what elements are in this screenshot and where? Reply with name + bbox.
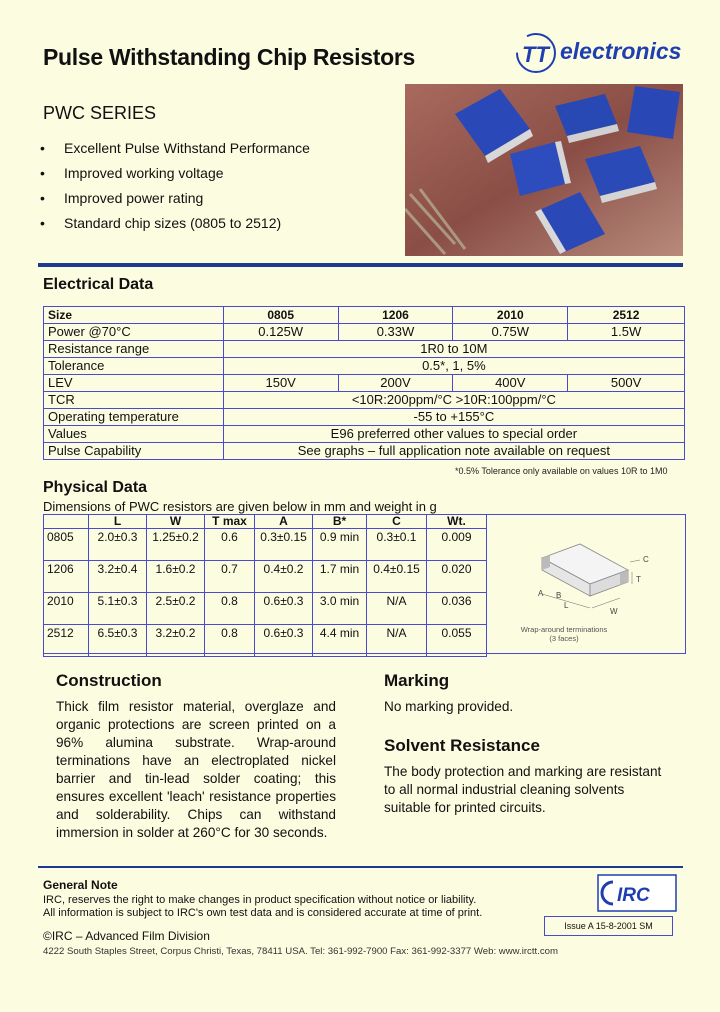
table-cell: <10R:200ppm/°C >10R:100ppm/°C bbox=[223, 392, 684, 409]
table-cell: 0.4±0.2 bbox=[255, 561, 313, 593]
construction-heading: Construction bbox=[56, 671, 162, 690]
electrical-table bbox=[43, 306, 685, 460]
table-row bbox=[44, 426, 685, 443]
irc-logo-text: IRC bbox=[617, 885, 650, 906]
table-cell: N/A bbox=[367, 625, 427, 657]
page-title: Pulse Withstanding Chip Resistors bbox=[43, 44, 415, 70]
table-cell: See graphs – full application note available on request bbox=[223, 443, 684, 460]
table-header-cell: Size bbox=[44, 307, 224, 324]
division-title: ©IRC – Advanced Film Division bbox=[43, 929, 210, 943]
brand-name: electronics bbox=[560, 38, 682, 64]
solvent-text: The body protection and marking are resistant to all normal industrial cleaning solvents suitable for printed circuits. bbox=[384, 764, 662, 815]
general-note-line2: All information is subject to IRC's own test data and is considered accurate at time of print. bbox=[43, 907, 483, 919]
electrical-heading: Electrical Data bbox=[43, 276, 154, 293]
table-cell: 0.3±0.1 bbox=[367, 529, 427, 561]
solvent-heading: Solvent Resistance bbox=[384, 736, 540, 755]
irc-logo bbox=[597, 874, 677, 912]
issue-badge: Issue A 15-8-2001 SM bbox=[544, 916, 673, 936]
feature-text: Improved working voltage bbox=[64, 165, 224, 181]
table-cell: 200V bbox=[338, 375, 453, 392]
bullet-icon: • bbox=[40, 140, 45, 156]
contact-address: 4222 South Staples Street, Corpus Christi, Texas, 78411 USA. Tel: 361-992-7900 Fax: 361-992-3377 Web: www.irctt.com bbox=[43, 946, 558, 957]
table-row bbox=[44, 529, 487, 561]
dim-l-label: L bbox=[564, 601, 569, 610]
table-cell: 0.7 bbox=[205, 561, 255, 593]
table-cell: 1R0 to 10M bbox=[223, 341, 684, 358]
row-label: Resistance range bbox=[44, 341, 224, 358]
table-cell: 0.8 bbox=[205, 593, 255, 625]
table-cell: 0.6±0.3 bbox=[255, 593, 313, 625]
table-header-cell: W bbox=[147, 515, 205, 529]
table-cell: 1.25±0.2 bbox=[147, 529, 205, 561]
table-cell: 3.2±0.4 bbox=[89, 561, 147, 593]
table-cell: 3.2±0.2 bbox=[147, 625, 205, 657]
feature-list bbox=[40, 140, 310, 240]
series-title: PWC SERIES bbox=[43, 103, 157, 123]
table-cell: 1.7 min bbox=[313, 561, 367, 593]
tt-mark: TT bbox=[522, 42, 549, 67]
table-cell: 150V bbox=[223, 375, 338, 392]
row-label: Operating temperature bbox=[44, 409, 224, 426]
table-cell: 0.036 bbox=[427, 593, 487, 625]
table-cell: 0.9 min bbox=[313, 529, 367, 561]
feature-text: Improved power rating bbox=[64, 190, 204, 206]
bullet-icon: • bbox=[40, 190, 45, 206]
table-row bbox=[44, 443, 685, 460]
list-item bbox=[40, 190, 310, 215]
table-header-cell: 2512 bbox=[568, 307, 685, 324]
feature-text: Standard chip sizes (0805 to 2512) bbox=[64, 215, 282, 231]
table-cell: 0.5*, 1, 5% bbox=[223, 358, 684, 375]
table-row bbox=[44, 561, 487, 593]
table-header-cell: L bbox=[89, 515, 147, 529]
table-cell: 0805 bbox=[44, 529, 89, 561]
footer-divider bbox=[38, 866, 683, 868]
table-cell: 2010 bbox=[44, 593, 89, 625]
table-header-cell: C bbox=[367, 515, 427, 529]
table-row bbox=[44, 625, 487, 657]
table-cell: 0.8 bbox=[205, 625, 255, 657]
list-item bbox=[40, 165, 310, 190]
physical-heading: Physical Data bbox=[43, 479, 148, 496]
marking-heading: Marking bbox=[384, 671, 450, 690]
table-row bbox=[44, 375, 685, 392]
list-item bbox=[40, 140, 310, 165]
row-label: TCR bbox=[44, 392, 224, 409]
table-row bbox=[44, 593, 487, 625]
table-cell: -55 to +155°C bbox=[223, 409, 684, 426]
table-cell: 0.020 bbox=[427, 561, 487, 593]
table-row bbox=[44, 392, 685, 409]
table-cell: 3.0 min bbox=[313, 593, 367, 625]
table-header-cell: T max bbox=[205, 515, 255, 529]
table-cell: 500V bbox=[568, 375, 685, 392]
table-row bbox=[44, 307, 685, 324]
construction-text: Thick film resistor material, overglaze and organic protections are screen printed on a 96% alumina substrate. Wrap-around terminations have an electroplated nickel barrier and tin-lead solder coating; this ensures excellent 'leach' resistance properties and solderability. Chips can withstand immersion in solder at 260°C for 30 seconds. bbox=[56, 699, 336, 840]
table-header-cell: A bbox=[255, 515, 313, 529]
table-row bbox=[44, 341, 685, 358]
table-header-cell: 1206 bbox=[338, 307, 453, 324]
table-cell: 4.4 min bbox=[313, 625, 367, 657]
row-label: Values bbox=[44, 426, 224, 443]
row-label: Power @70°C bbox=[44, 324, 224, 341]
row-label: Tolerance bbox=[44, 358, 224, 375]
dim-a-label: A bbox=[538, 589, 544, 598]
table-cell: 400V bbox=[453, 375, 568, 392]
bullet-icon: • bbox=[40, 165, 45, 181]
table-header-cell: 0805 bbox=[223, 307, 338, 324]
table-cell: 2.0±0.3 bbox=[89, 529, 147, 561]
bullet-icon: • bbox=[40, 215, 45, 231]
table-row bbox=[44, 324, 685, 341]
table-cell: 1.6±0.2 bbox=[147, 561, 205, 593]
dim-c-label: C bbox=[643, 555, 649, 564]
section-divider bbox=[38, 263, 683, 267]
table-cell: 5.1±0.3 bbox=[89, 593, 147, 625]
table-cell: 0.125W bbox=[223, 324, 338, 341]
dim-w-label: W bbox=[610, 607, 618, 616]
table-cell: 0.6 bbox=[205, 529, 255, 561]
table-cell: 0.3±0.15 bbox=[255, 529, 313, 561]
table-cell: 6.5±0.3 bbox=[89, 625, 147, 657]
diagram-caption-sub: (3 faces) bbox=[549, 634, 579, 643]
chip-dimension-diagram bbox=[520, 536, 670, 646]
physical-table bbox=[43, 514, 487, 657]
physical-subtitle: Dimensions of PWC resistors are given below in mm and weight in g bbox=[43, 499, 437, 514]
table-header-cell: 2010 bbox=[453, 307, 568, 324]
row-label: Pulse Capability bbox=[44, 443, 224, 460]
table-cell: E96 preferred other values to special order bbox=[223, 426, 684, 443]
table-cell: 1206 bbox=[44, 561, 89, 593]
table-cell: 2512 bbox=[44, 625, 89, 657]
product-photo bbox=[405, 84, 683, 256]
general-note-line1: IRC, reserves the right to make changes in product specification without notice or liability. bbox=[43, 894, 477, 906]
feature-text: Excellent Pulse Withstand Performance bbox=[64, 140, 310, 156]
table-cell: 2.5±0.2 bbox=[147, 593, 205, 625]
table-header-cell bbox=[44, 515, 89, 529]
table-row bbox=[44, 409, 685, 426]
marking-text: No marking provided. bbox=[384, 699, 514, 714]
table-cell: 0.4±0.15 bbox=[367, 561, 427, 593]
table-cell: 0.055 bbox=[427, 625, 487, 657]
diagram-caption: Wrap-around terminations bbox=[520, 625, 608, 634]
tolerance-footnote: *0.5% Tolerance only available on values 10R to 1M0 bbox=[455, 466, 668, 476]
row-label: LEV bbox=[44, 375, 224, 392]
table-cell: 0.33W bbox=[338, 324, 453, 341]
table-header-cell: B* bbox=[313, 515, 367, 529]
table-row bbox=[44, 358, 685, 375]
table-cell: 0.6±0.3 bbox=[255, 625, 313, 657]
list-item bbox=[40, 215, 310, 240]
table-cell: 0.75W bbox=[453, 324, 568, 341]
table-cell: N/A bbox=[367, 593, 427, 625]
dim-t-label: T bbox=[636, 575, 641, 584]
general-note-heading: General Note bbox=[43, 878, 118, 892]
table-header-cell: Wt. bbox=[427, 515, 487, 529]
dim-b-label: B bbox=[556, 591, 562, 600]
table-cell: 0.009 bbox=[427, 529, 487, 561]
table-cell: 1.5W bbox=[568, 324, 685, 341]
table-row bbox=[44, 515, 487, 529]
